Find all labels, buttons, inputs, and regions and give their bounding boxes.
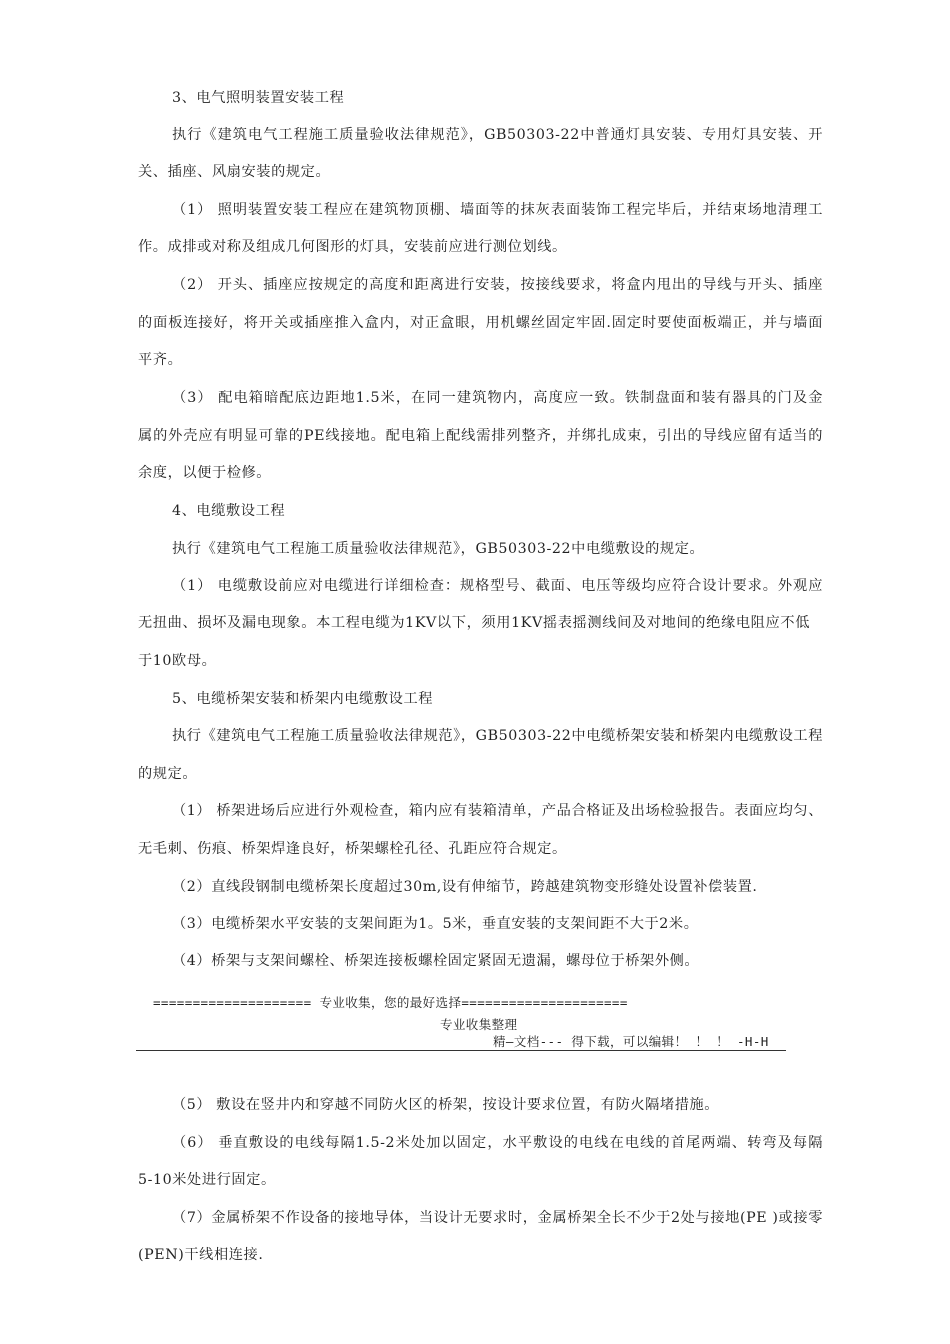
paragraph-line: （6） 垂直敷设的电线每隔1.5-2米处加以固定，水平敷设的电线在电线的首尾两端、转弯及每隔 [172, 1135, 823, 1151]
paragraph-line: 无毛刺、伤痕、桥架焊逢良好，桥架螺栓孔径、孔距应符合规定。 [138, 841, 567, 857]
paragraph-line: （3）电缆桥架水平安装的支架间距为1。5米，垂直安装的支架间距不大于2米。 [172, 916, 699, 932]
paragraph-line: （1） 桥架进场后应进行外观检查，箱内应有装箱清单，产品合格证及出场检验报告。表面应均匀、 [172, 803, 823, 819]
heading-lighting: 3、电气照明装置安装工程 [172, 90, 345, 106]
paragraph-line: 无扭曲、损坏及漏电现象。本工程电缆为1KV以下，须用1KV摇表摇测线间及对地间的绝缘电阻应不低 [138, 615, 810, 631]
paragraph-line: 的规定。 [138, 766, 198, 782]
paragraph-line: （4）桥架与支架间螺栓、桥架连接板螺栓固定紧固无遗漏，螺母位于桥架外侧。 [172, 953, 700, 969]
paragraph-line: 执行《建筑电气工程施工质量验收法律规范》，GB50303-22中电缆敷设的规定。 [172, 541, 705, 557]
paragraph-line: 的面板连接好，将开关或插座推入盒内，对正盒眼，用机螺丝固定牢固.固定时要使面板端正，并与墙面 [138, 315, 823, 331]
paragraph-line: 关、插座、风扇安装的规定。 [138, 164, 331, 180]
paragraph-line: （2）直线段钢制电缆桥架长度超过30m,设有伸缩节，跨越建筑物变形缝处设置补偿装置. [172, 879, 758, 895]
paragraph-line: （3） 配电箱暗配底边距地1.5米，在同一建筑物内，高度应一致。铁制盘面和装有器具的门及金 [172, 390, 823, 406]
paragraph-line: 平齐。 [138, 352, 183, 368]
paragraph-line: 执行《建筑电气工程施工质量验收法律规范》，GB50303-22中电缆桥架安装和桥架内电缆敷设工程 [172, 728, 823, 744]
heading-cable-laying: 4、电缆敷设工程 [172, 503, 286, 519]
paragraph-line: （2） 开头、插座应按规定的高度和距离进行安装，按接线要求，将盒内甩出的导线与开头、插座 [172, 277, 823, 293]
paragraph-line: 于10欧母。 [138, 653, 217, 669]
paragraph-line: 5-10米处进行固定。 [138, 1172, 276, 1188]
paragraph-line: （1） 电缆敷设前应对电缆进行详细检查：规格型号、截面、电压等级均应符合设计要求。外观应 [172, 578, 823, 594]
footer-subtitle: 专业收集整理 [440, 1017, 518, 1032]
paragraph-line: 余度，以便于检修。 [138, 465, 272, 481]
paragraph-line: （7）金属桥架不作设备的接地导体，当设计无要求时，金属桥架全长不少于2处与接地(PE )或接零 [172, 1210, 823, 1226]
heading-cable-tray: 5、电缆桥架安装和桥架内电缆敷设工程 [172, 691, 434, 707]
footer-tagline: 精—文档--- 得下载，可以编辑！ ！ ！ -H-H [493, 1034, 769, 1049]
footer-divider [136, 1050, 786, 1051]
footer-banner: ==================== 专业收集，您的最好选择===================== [153, 995, 628, 1010]
paragraph-line: 属的外壳应有明显可靠的PE线接地。配电箱上配线需排列整齐，并绑扎成束，引出的导线应留有适当的 [138, 428, 823, 444]
paragraph-line: （5） 敷设在竖井内和穿越不同防火区的桥架，按设计要求位置，有防火隔堵措施。 [172, 1097, 720, 1113]
paragraph-line: （1） 照明装置安装工程应在建筑物顶棚、墙面等的抹灰表面装饰工程完毕后，并结束场地清理工 [172, 202, 823, 218]
paragraph-line: (PEN)干线相连接. [138, 1247, 264, 1263]
paragraph-line: 执行《建筑电气工程施工质量验收法律规范》，GB50303-22中普通灯具安装、专用灯具安装、开 [172, 127, 823, 143]
paragraph-line: 作。成排或对称及组成几何图形的灯具，安装前应进行测位划线。 [138, 239, 567, 255]
